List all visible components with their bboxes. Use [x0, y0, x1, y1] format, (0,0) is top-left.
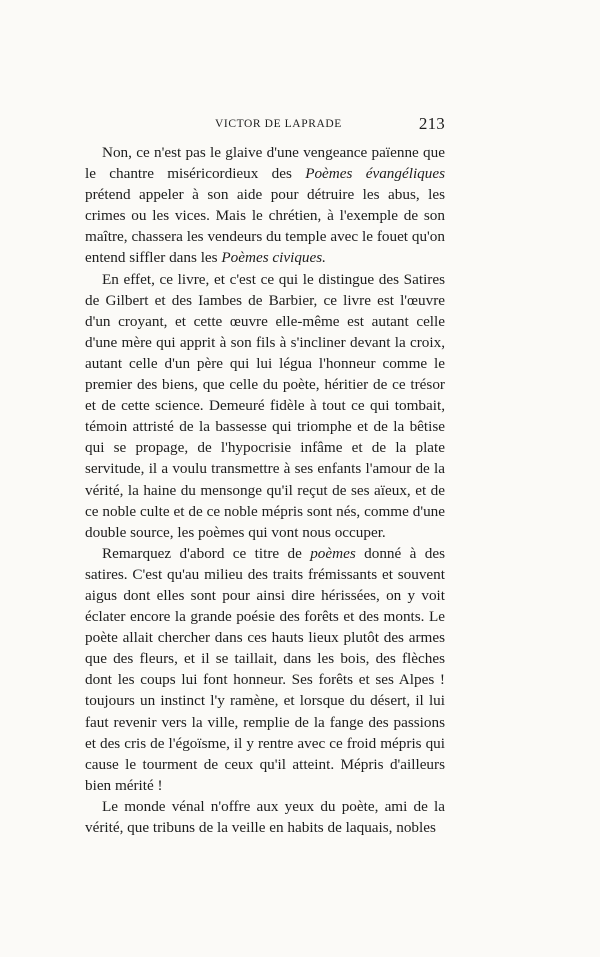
running-title: VICTOR DE LAPRADE	[215, 118, 342, 130]
text-run: donné à des satires. C'est qu'au milieu des traits frémissants et souvent aigus dont elles sont pour ainsi dire hérissées, on y voit éclater encore la grande poésie des forêts et des monts. Le poète allait chercher dans ces hauts lieux plutôt des armes que des fleurs, et il se taillait, dans les bois, des flèches dont les coups lui font honneur. Ses forêts et ses Alpes ! toujours un instinct l'y ramène, et lorsque du désert, il lui faut revenir vers la ville, remplie de la fange des passions et des cris de l'égoïsme, il y rentre avec ce froid mépris qui cause le tourment de ceux qu'il atteint. Mépris d'ailleurs bien mérité !	[85, 544, 445, 794]
body-text	[85, 142, 445, 838]
paragraph-3	[85, 543, 445, 796]
text-run: Le monde vénal n'offre aux yeux du poète, ami de la vérité, que tribuns de la veille en habits de laquais, nobles	[85, 797, 445, 836]
text-run: En effet, ce livre, et c'est ce qui le distingue des Satires de Gilbert et des Iambes de Barbier, ce livre est l'œuvre d'un croyant, et cette œuvre elle-même est autant celle d'une mère qui apprit à son fils à s'incliner devant la croix, autant celle d'un père qui lui légua l'honneur comme le premier des biens, que celle du poète, héritier de ce trésor et de cette science. Demeuré fidèle à tout ce qui tombait, témoin attristé de la bassesse qui triomphe et de la bêtise qui se propage, de l'hypocrisie infâme et de la plate servitude, il a voulu transmettre à ses enfants l'amour de la vérité, la haine du mensonge qu'il reçut de ses aïeux, et de ce noble culte et de ce noble mépris sont nés, comme d'une double source, les poèmes qui vont nous occuper.	[85, 270, 445, 541]
text-run: Remarquez d'abord ce titre de	[102, 544, 311, 562]
italic-text: Poèmes évangéliques	[305, 165, 445, 183]
italic-text: Poèmes civiques.	[221, 249, 326, 267]
text-run: prétend appeler à son aide pour détruire les abus, les crimes ou les vices. Mais le chrétien, à l'exemple de son maître, chassera les vendeurs du temple avec le fouet qu'on entend siffler dans les	[85, 186, 445, 267]
paragraph-1	[85, 142, 445, 269]
running-header	[85, 114, 445, 138]
paragraph-2	[85, 269, 445, 543]
paragraph-4	[85, 796, 445, 838]
text-run: Non, ce n'est pas le glaive d'une vengeance païenne que le chantre miséricordieux des	[85, 144, 445, 183]
page-number: 213	[418, 114, 445, 133]
italic-text: poèmes	[310, 544, 356, 562]
